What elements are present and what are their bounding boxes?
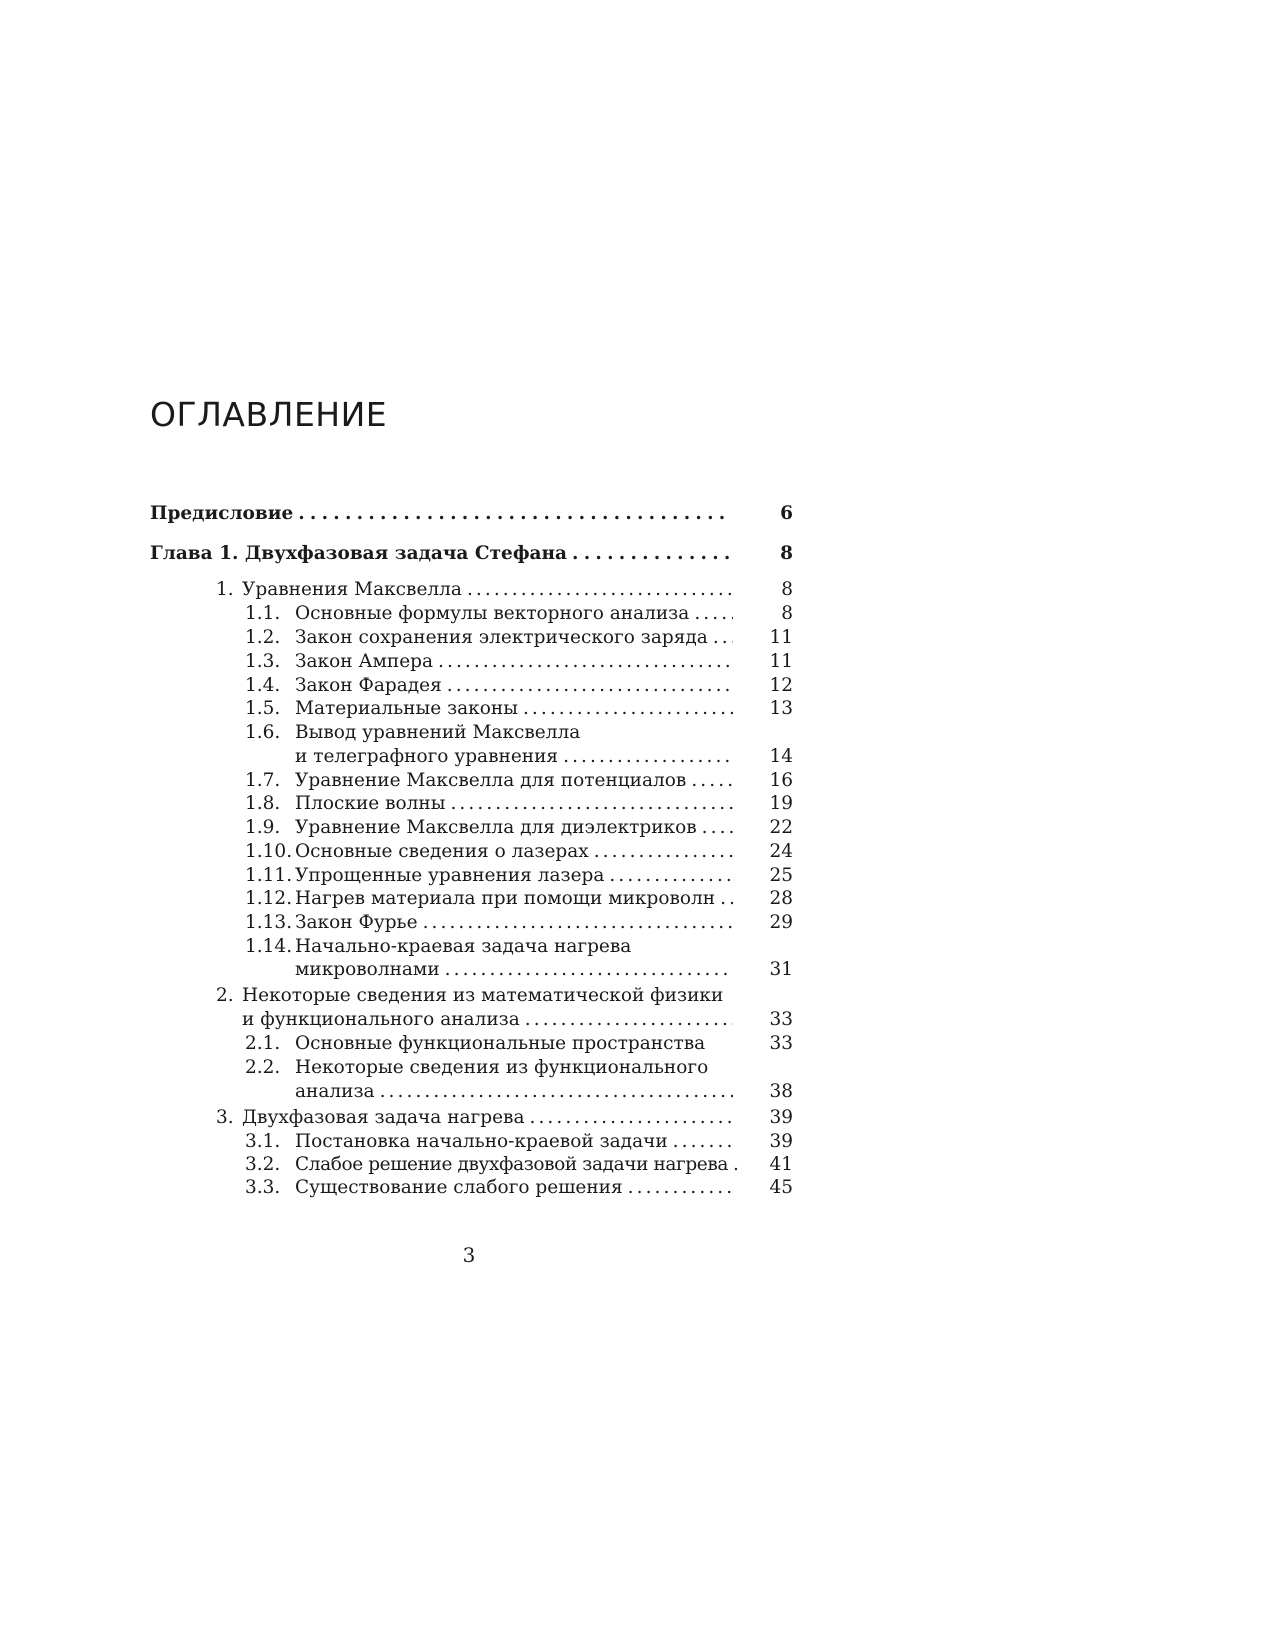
toc-entry-section-1-14-continued[interactable] [295,958,733,982]
toc-entry-section-2-2-continued[interactable] [295,1080,733,1104]
toc-entry-number: 1.14. [245,936,293,957]
toc-page-number: 29 [769,912,793,933]
leader-dots [589,840,733,864]
toc-entry-title: Слабое решение двухфазовой задачи нагрева [295,1154,728,1175]
leader-dots [293,502,730,526]
toc-page-number: 45 [769,1177,793,1198]
toc-entry-number: 1.10. [245,841,293,862]
toc-page-number: 39 [769,1131,793,1152]
toc-page-number: 16 [769,770,793,791]
toc-entry-section-1-2[interactable] [245,626,733,650]
toc-entry-section-1-10[interactable] [245,840,733,864]
leader-dots [445,792,733,816]
toc-entry-title: Закон Фарадея [295,675,442,696]
toc-entry-number: 3.3. [245,1177,281,1198]
leader-dots [604,864,733,888]
leader-dots [433,650,733,674]
toc-entry-section-3-1[interactable] [245,1130,733,1154]
toc-page-number: 8 [781,603,793,624]
footer-page-number: 3 [462,1243,476,1267]
leader-dots [418,911,733,935]
toc-entry-number: 2.2. [245,1057,281,1078]
toc-entry-number: 1.12. [245,888,293,909]
toc-entry-number: 1.3. [245,651,281,672]
leader-dots [375,1080,733,1104]
toc-entry-section-1-6[interactable] [245,721,733,745]
toc-entry-title: анализа [295,1081,375,1102]
toc-entry-title: Начально-краевая задача нагрева [295,936,632,957]
leader-dots [442,674,733,698]
toc-entry-section-2-continued[interactable] [242,1008,733,1032]
toc-entry-title: Уравнение Максвелла для диэлектриков [295,817,697,838]
toc-entry-number: 1. [216,579,234,600]
toc-entry-section-1-5[interactable] [245,697,733,721]
toc-entry-title: Основные функциональные пространства [295,1033,706,1054]
toc-entry-title: Глава 1. Двухфазовая задача Стефана [150,543,568,564]
toc-page-number: 6 [780,503,793,524]
toc-entry-section-1-1[interactable] [245,602,733,626]
toc-entry-section-3[interactable] [216,1106,733,1130]
toc-entry-number: 1.2. [245,627,281,648]
toc-heading: ОГЛАВЛЕНИЕ [150,395,388,434]
toc-entry-section-3-2[interactable] [245,1153,733,1177]
toc-entry-number: 1.6. [245,722,281,743]
toc-page-number: 19 [769,793,793,814]
leader-dots [520,1008,733,1032]
toc-entry-section-1-9[interactable] [245,816,733,840]
leader-dots [558,745,733,769]
toc-entry-preface[interactable] [150,502,730,526]
toc-entry-section-2-1[interactable] [245,1032,733,1056]
toc-entry-number: 1.5. [245,698,281,719]
leader-dots [567,542,733,566]
toc-entry-section-1-8[interactable] [245,792,733,816]
toc-entry-title: Закон Ампера [295,651,434,672]
toc-entry-section-1-14[interactable] [245,935,733,959]
toc-page-number: 11 [769,627,793,648]
toc-entry-section-1-7[interactable] [245,769,733,793]
toc-entry-number: 1.4. [245,675,281,696]
toc-entry-title: Нагрев материала при помощи микроволн [295,888,716,909]
toc-entry-number: 1.13. [245,912,293,933]
toc-entry-section-1-6-continued[interactable] [295,745,733,769]
leader-dots [668,1130,733,1154]
leader-dots [524,1106,733,1130]
toc-entry-title: Уравнения Максвелла [242,579,462,600]
toc-page-number: 13 [769,698,793,719]
toc-page-number: 14 [769,746,793,767]
leader-dots [462,578,733,602]
toc-entry-number: 2.1. [245,1033,281,1054]
toc-page-number: 39 [769,1107,793,1128]
toc-page-number: 31 [769,959,793,980]
toc-entry-title: Материальные законы [295,698,518,719]
toc-page-number: 38 [769,1081,793,1102]
toc-entry-chapter-1[interactable] [150,542,733,566]
toc-page-number: 28 [769,888,793,909]
toc-page-number: 24 [769,841,793,862]
toc-entry-title: и телеграфного уравнения [295,746,559,767]
toc-entry-number: 1.9. [245,817,281,838]
leader-dots [708,626,733,650]
leader-dots [697,816,733,840]
toc-entry-title: Плоские волны [295,793,446,814]
toc-entry-section-3-3[interactable] [245,1176,733,1200]
toc-entry-number: 3.2. [245,1154,281,1175]
toc-entry-number: 2. [216,985,234,1006]
toc-page-number: 33 [769,1009,793,1030]
toc-entry-title: Основные формулы векторного анализа [295,603,690,624]
toc-entry-section-1[interactable] [216,578,733,602]
leader-dots [440,958,733,982]
toc-entry-title: Двухфазовая задача нагрева [242,1107,525,1128]
toc-page-number: 8 [781,579,793,600]
leader-dots [686,769,733,793]
leader-dots [689,602,733,626]
toc-entry-section-1-3[interactable] [245,650,733,674]
toc-entry-number: 1.11. [245,865,293,886]
toc-entry-title: Вывод уравнений Максвелла [295,722,581,743]
toc-entry-section-1-4[interactable] [245,674,733,698]
toc-entry-section-2[interactable] [216,984,733,1008]
toc-entry-number: 3. [216,1107,234,1128]
toc-entry-title: Основные сведения о лазерах [295,841,589,862]
toc-entry-number: 1.7. [245,770,281,791]
toc-entry-title: Упрощенные уравнения лазера [295,865,605,886]
toc-entry-title: Закон Фурье [295,912,418,933]
toc-entry-title: Постановка начально-краевой задачи [295,1131,668,1152]
toc-entry-title: и функционального анализа [242,1009,520,1030]
leader-dots [623,1176,733,1200]
leader-dots [715,887,733,911]
toc-entry-section-1-13[interactable] [245,911,733,935]
toc-entry-title: Некоторые сведения из математической физики [242,985,724,1006]
toc-page-number: 22 [769,817,793,838]
toc-entry-number: 3.1. [245,1131,281,1152]
toc-entry-section-1-11[interactable] [245,864,733,888]
toc-entry-section-2-2[interactable] [245,1056,733,1080]
toc-page-number: 41 [769,1154,793,1175]
toc-entry-title: Уравнение Максвелла для потенциалов [295,770,687,791]
toc-page-number: 33 [769,1033,793,1054]
leader-dots [518,697,733,721]
toc-page-number: 8 [780,543,793,564]
leader-dots [728,1153,743,1177]
toc-entry-title: Предисловие [150,503,294,524]
toc-entry-title: Некоторые сведения из функционального [295,1057,709,1078]
toc-entry-number: 1.8. [245,793,281,814]
toc-entry-title: Закон сохранения электрического заряда [295,627,708,648]
toc-page-number: 12 [769,675,793,696]
toc-entry-number: 1.1. [245,603,281,624]
toc-page-number: 11 [769,651,793,672]
toc-entry-section-1-12[interactable] [245,887,733,911]
toc-page-number: 25 [769,865,793,886]
toc-entry-title: Существование слабого решения [295,1177,623,1198]
toc-entry-title: микроволнами [295,959,440,980]
